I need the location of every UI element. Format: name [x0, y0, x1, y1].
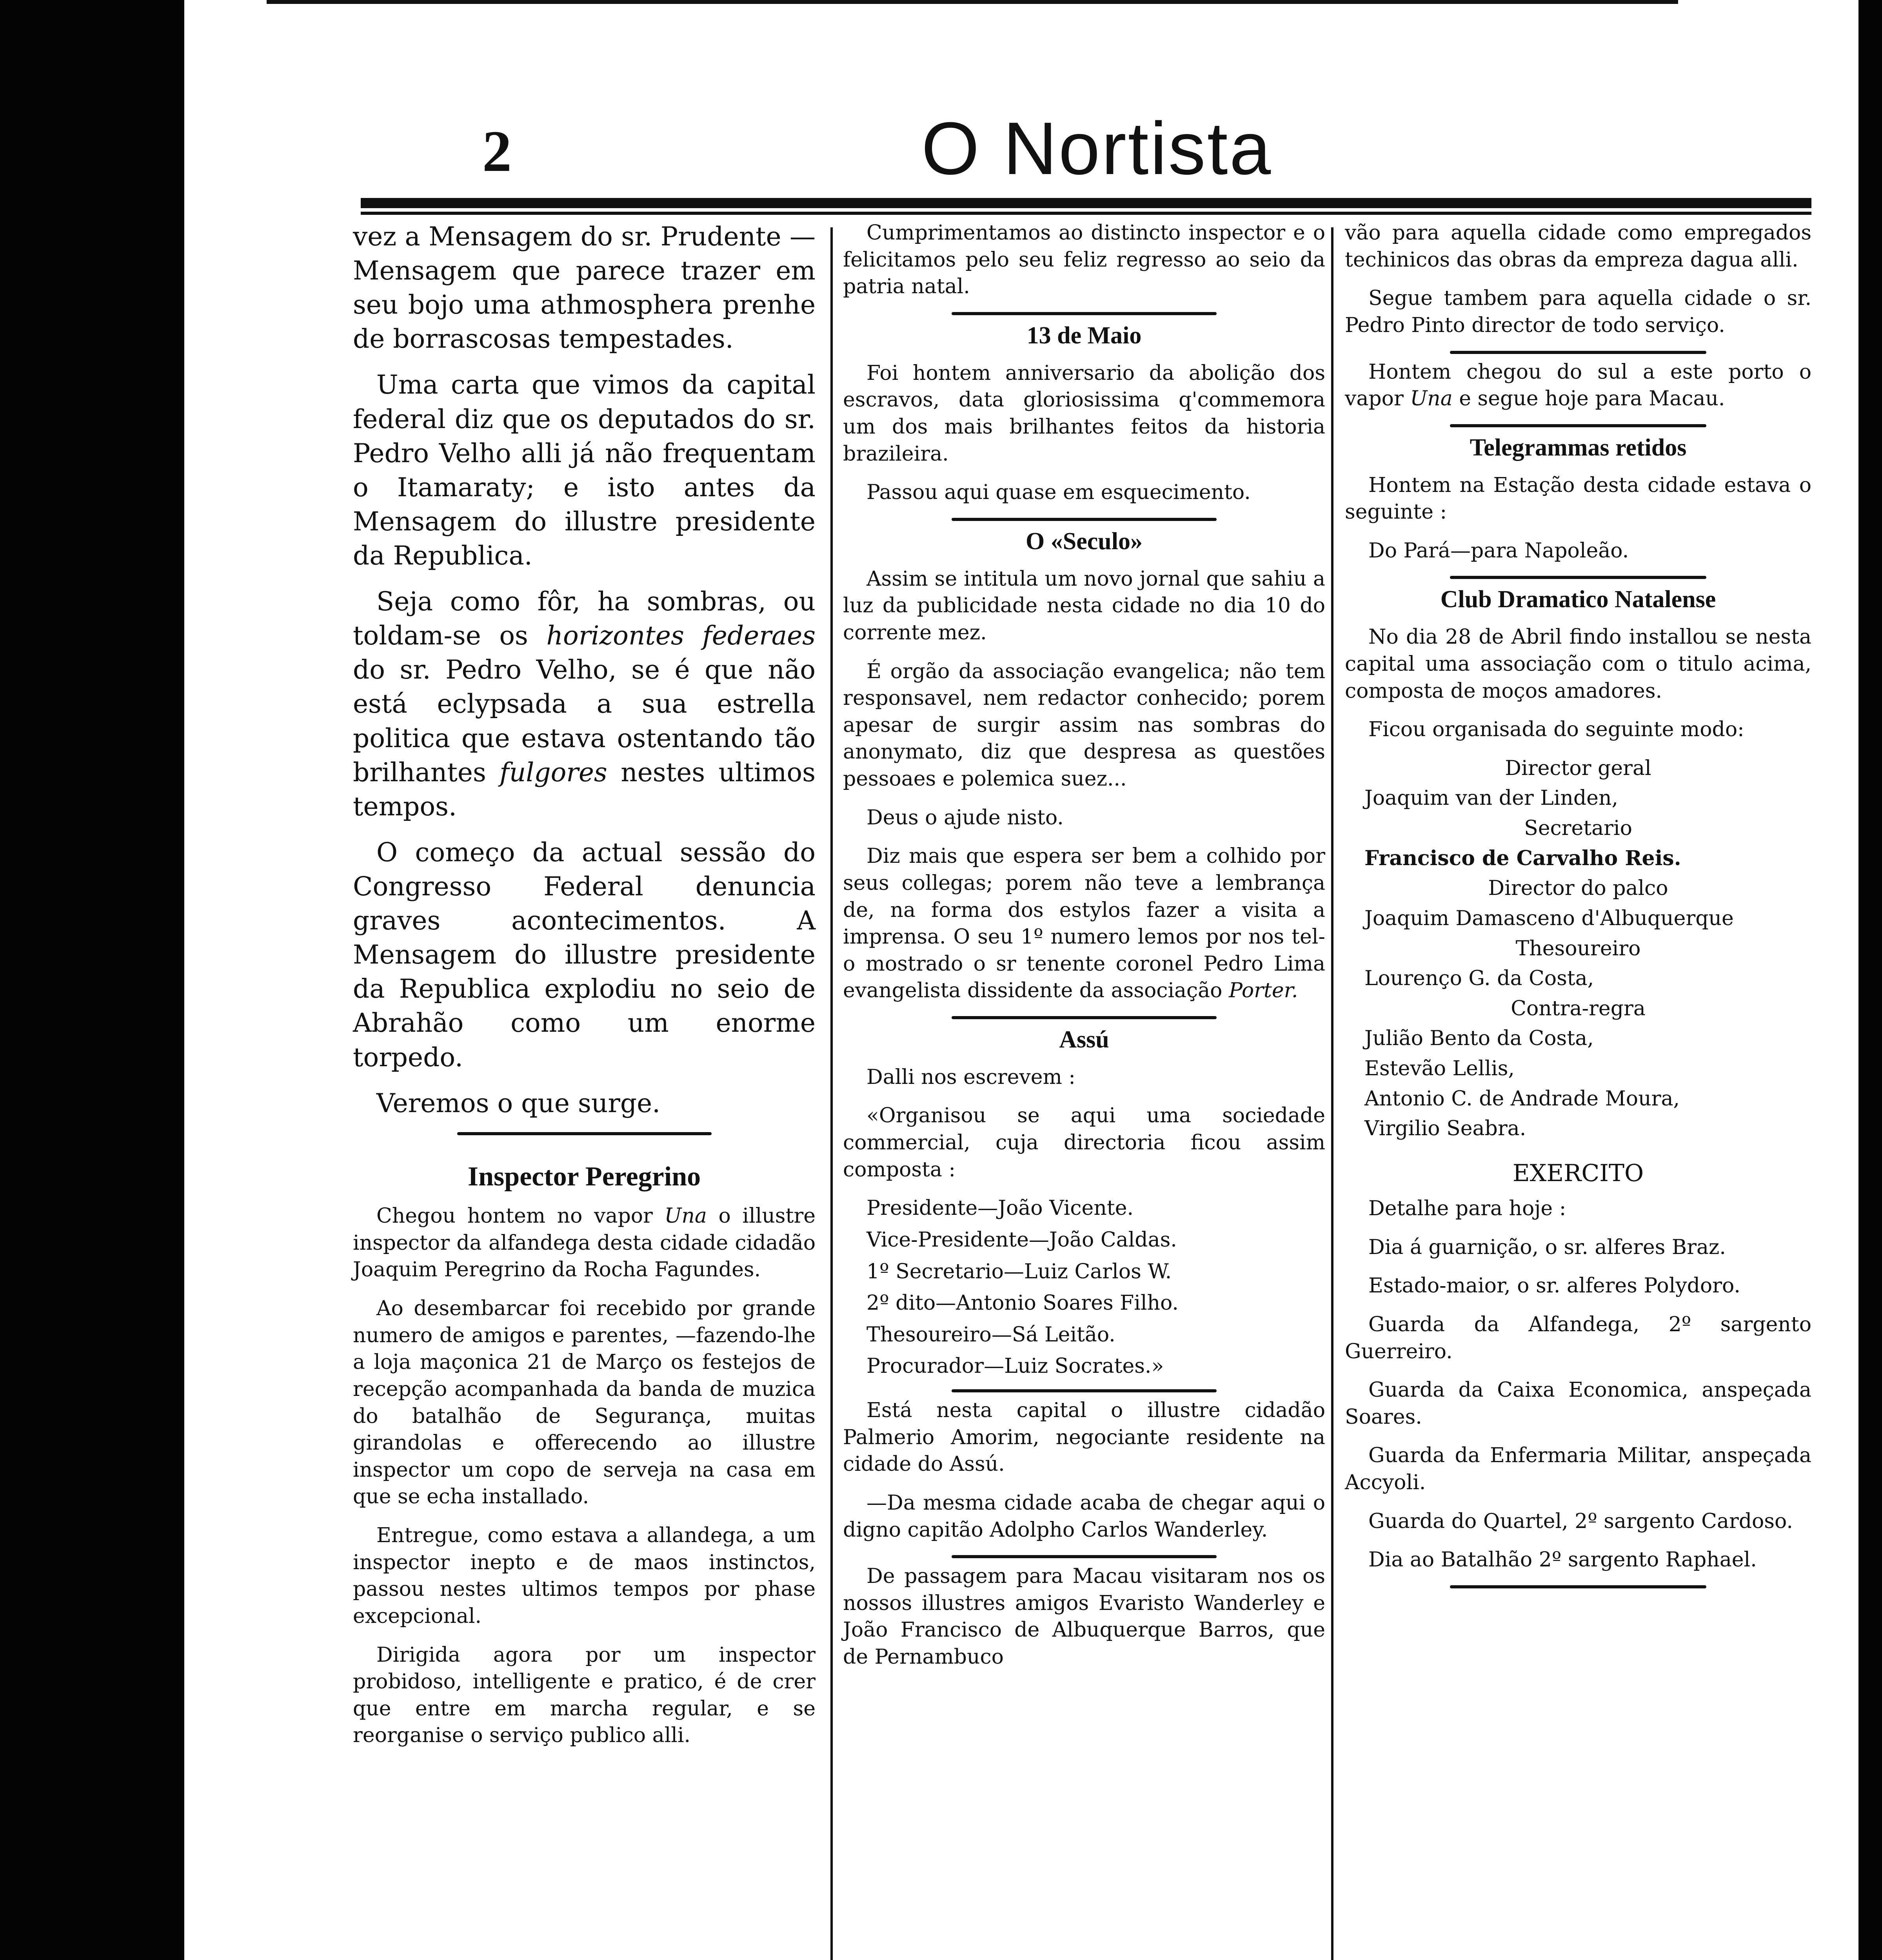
paragraph: Cumprimentamos ao distincto inspector e o felicitamos pelo seu feliz regresso ao seio da patria natal. — [843, 221, 1325, 299]
list-item: Presidente—João Vicente. — [867, 1196, 1134, 1220]
column-1 — [353, 220, 816, 1761]
paragraph: Deus o ajude nisto. — [867, 806, 1064, 829]
text-run: e segue hoje para Macau. — [1459, 387, 1725, 411]
text-italic: Porter. — [1228, 979, 1298, 1003]
article-inspector — [353, 1203, 816, 1749]
ornament-divider — [1345, 351, 1811, 354]
paragraph: Guarda do Quartel, 2º sargento Cardoso. — [1368, 1509, 1793, 1533]
ornament-divider — [843, 518, 1325, 521]
page-number: 2 — [482, 119, 512, 184]
paragraph: Passou aqui quase em esquecimento. — [867, 481, 1251, 505]
paragraph — [843, 843, 1325, 1004]
list-item: Thesoureiro—Sá Leitão. — [867, 1323, 1115, 1347]
paragraph — [353, 1203, 816, 1283]
ornament-divider — [1345, 424, 1811, 427]
text-italic: Una — [1410, 387, 1453, 411]
paragraph: Veremos o que surge. — [376, 1088, 661, 1118]
directory-list — [843, 1195, 1325, 1380]
paragraph: Ficou organisada do seguinte modo: — [1368, 718, 1744, 742]
text-run: Seja como fôr, ha sombras, ou toldam-se os — [353, 586, 816, 651]
text-italic: horizontes federaes — [546, 621, 816, 651]
club-staff-list — [1345, 755, 1811, 1142]
paragraph: Dirigida agora por um inspector probidoso, intelligente e pratico, é de crer que entre em marcha regular, e se reorganise o serviço publico alli. — [353, 1643, 816, 1748]
paragraph: É orgão da associação evangelica; não tem responsavel, nem redactor conhecido; porem apesar de surgir assim nas sombras do anonymato, diz que despresa as questões pessoaes e polemica suez... — [843, 659, 1325, 791]
header-rule-thick — [361, 198, 1811, 208]
text-run: o illustre inspector da alfandega desta cidade cidadão Joaquim Peregrino da Rocha Fagundes. — [353, 1204, 816, 1282]
staff-name: Joaquim Damasceno d'Albuquerque — [1364, 906, 1734, 930]
paragraph: Detalhe para hoje : — [1368, 1197, 1566, 1221]
column-divider-1 — [830, 227, 833, 1960]
staff-role: Director do palco — [1488, 877, 1668, 900]
paragraph: Dia á guarnição, o sr. alferes Braz. — [1368, 1235, 1726, 1259]
list-item: 1º Secretario—Luiz Carlos W. — [867, 1259, 1172, 1283]
paragraph: Guarda da Alfandega, 2º sargento Guerreiro. — [1345, 1312, 1811, 1363]
staff-name: Joaquim van der Linden, — [1364, 786, 1618, 810]
text-italic: Una — [664, 1204, 707, 1228]
staff-name: Antonio C. de Andrade Moura, — [1364, 1087, 1680, 1111]
ornament-divider — [353, 1132, 816, 1135]
staff-role: Thesoureiro — [1515, 936, 1641, 960]
ornament-divider — [843, 312, 1325, 315]
paragraph: Guarda da Enfermaria Militar, anspeçada Accyoli. — [1345, 1444, 1811, 1495]
newspaper-masthead: O Nortista — [921, 107, 1273, 190]
text-run: nestes ultimos tempos. — [353, 757, 816, 822]
list-item: Vice-Presidente—João Caldas. — [867, 1228, 1177, 1252]
paragraph: vão para aquella cidade como empregados techinicos das obras da empreza dagua alli. — [1345, 221, 1811, 272]
header-rule-thin — [361, 212, 1811, 215]
paragraph: Dia ao Batalhão 2º sargento Raphael. — [1368, 1548, 1757, 1572]
article-heading-club: Club Dramatico Natalense — [1440, 586, 1716, 613]
staff-role: Director geral — [1505, 756, 1651, 780]
column-2 — [843, 220, 1325, 1682]
list-item: 2º dito—Antonio Soares Filho. — [867, 1291, 1179, 1315]
paragraph: De passagem para Macau visitaram nos os nossos illustres amigos Evaristo Wanderley e João Francisco de Albuquerque Barros, que de Pernambuco — [843, 1564, 1325, 1669]
staff-role: Secretario — [1524, 817, 1632, 840]
article-heading-assu: Assú — [1059, 1026, 1109, 1053]
list-item: Procurador—Luiz Socrates.» — [867, 1354, 1164, 1378]
text-run: Chegou hontem no vapor — [376, 1204, 653, 1228]
article-heading-13-maio: 13 de Maio — [1026, 322, 1142, 349]
text-italic: fulgores — [500, 757, 607, 788]
paragraph: Hontem na Estação desta cidade estava o seguinte : — [1345, 473, 1811, 524]
paragraph: vez a Mensagem do sr. Prudente —Mensagem que parece trazer em seu bojo uma athmosphera prenhe de borrascosas tempestades. — [353, 221, 816, 354]
ornament-divider — [843, 1555, 1325, 1558]
section-heading-exercito: EXERCITO — [1512, 1159, 1644, 1187]
text-run: Diz mais que espera ser bem a colhido por seus collegas; porem não teve a lembrança de, na forma dos estylos fazer a visita a imprensa. O seu 1º numero lemos por nos tel-o mostrado o sr tenente coronel Pedro Lima evangelista dissidente da associação — [843, 844, 1325, 1003]
paragraph: Segue tambem para aquella cidade o sr. Pedro Pinto director de todo serviço. — [1345, 287, 1811, 337]
article-heading-seculo: O «Seculo» — [1026, 528, 1143, 555]
paragraph: Entregue, como estava a allandega, a um inspector inepto e de maos instinctos, passou nestes ultimos tempos por phase excepcional. — [353, 1524, 816, 1628]
paragraph — [353, 584, 816, 824]
paragraph: Foi hontem anniversario da abolição dos escravos, data gloriosissima q'commemora um dos mais brilhantes feitos da historia brazileira. — [843, 361, 1325, 466]
paragraph: Uma carta que vimos da capital federal diz que os deputados do sr. Pedro Velho alli já não frequentam o Itamaraty; e isto antes da Mensagem do illustre presidente da Republica. — [353, 370, 816, 571]
paragraph: Assim se intitula um novo jornal que sahiu a luz da publicidade nesta cidade no dia 10 do corrente mez. — [843, 567, 1325, 644]
paragraph — [1345, 359, 1811, 412]
staff-name: Francisco de Carvalho Reis. — [1364, 846, 1681, 870]
text-run: do sr. Pedro Velho, se é que não está eclypsada a sua estrella politica que estava ostentando tão brilhantes — [353, 655, 816, 788]
paragraph: Está nesta capital o illustre cidadão Palmerio Amorim, negociante residente na cidade do Assú. — [843, 1399, 1325, 1476]
ornament-divider — [1345, 1585, 1811, 1588]
paragraph: Guarda da Caixa Economica, anspeçada Soares. — [1345, 1378, 1811, 1429]
scan-border-right — [1858, 0, 1882, 1960]
ornament-divider — [1345, 576, 1811, 579]
staff-role: Contra-regra — [1511, 996, 1646, 1020]
article-heading-telegrammas: Telegrammas retidos — [1470, 434, 1687, 461]
paragraph: Dalli nos escrevem : — [867, 1065, 1075, 1089]
paragraph: No dia 28 de Abril findo installou se nesta capital uma associação com o titulo acima, composta de moços amadores. — [1345, 625, 1811, 703]
scan-top-edge — [267, 0, 1678, 4]
scan-border-left — [0, 0, 184, 1960]
paragraph: Ao desembarcar foi recebido por grande numero de amigos e parentes, —fazendo-lhe a loja maçonica 21 de Março os festejos de recepção acompanhada da banda de muzica do batalhão de Segurança, muitas girandolas e offerecendo ao illustre inspector um copo de serveja na casa em que se echa installado. — [353, 1297, 816, 1509]
ornament-divider — [843, 1016, 1325, 1019]
text-run: Hontem chegou do sul a este porto o vapor — [1345, 360, 1811, 411]
column-3 — [1345, 220, 1811, 1593]
staff-name: Virgilio Seabra. — [1364, 1117, 1526, 1141]
staff-name: Julião Bento da Costa, — [1364, 1027, 1594, 1051]
article-heading-inspector: Inspector Peregrino — [467, 1161, 701, 1192]
paragraph: —Da mesma cidade acaba de chegar aqui o digno capitão Adolpho Carlos Wanderley. — [843, 1491, 1325, 1542]
paragraph: Estado-maior, o sr. alferes Polydoro. — [1368, 1274, 1740, 1298]
paragraph: Do Pará—para Napoleão. — [1368, 539, 1629, 563]
staff-name: Lourenço G. da Costa, — [1364, 967, 1594, 991]
column-divider-2 — [1331, 227, 1333, 1960]
ornament-divider — [843, 1389, 1325, 1392]
paragraph: O começo da actual sessão do Congresso Federal denuncia graves acontecimentos. A Mensagem do illustre presidente da Republica explodiu no seio de Abrahão como um enorme torpedo. — [353, 837, 816, 1073]
staff-name: Estevão Lellis, — [1364, 1057, 1515, 1081]
paragraph: «Organisou se aqui uma sociedade commercial, cuja directoria ficou assim composta : — [843, 1104, 1325, 1181]
